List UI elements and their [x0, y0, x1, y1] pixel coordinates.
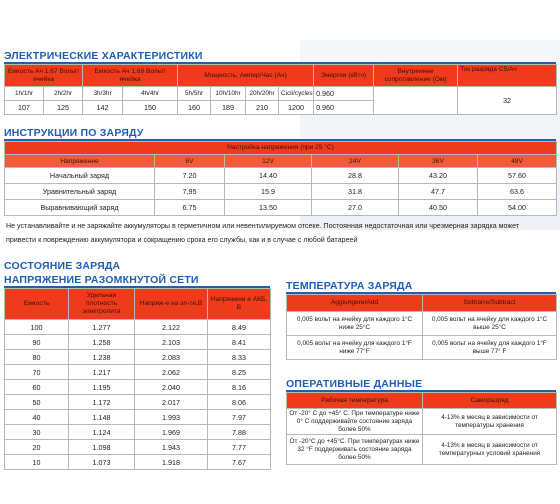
value-cell: 107	[5, 101, 44, 115]
charge-cell: 40.50	[399, 200, 478, 216]
state-cell: 1.993	[135, 410, 208, 425]
table-row	[5, 380, 271, 395]
state-cell: 1.148	[69, 410, 135, 425]
state-cell: 1.073	[69, 455, 135, 470]
subheader-cell: 4h/4hr	[123, 87, 178, 101]
charge-cell: 14.40	[225, 168, 312, 184]
state-cell: 7.77	[208, 440, 271, 455]
header-capacity-167: Емкость Ач 1,67 Вольт/ячейка	[5, 65, 83, 87]
table-row	[5, 365, 271, 380]
state-header-battery-voltage: Напряжени е АКБ, В	[208, 289, 271, 320]
charge-cell: 57.60	[478, 168, 557, 184]
value-cell: 142	[83, 101, 123, 115]
state-cell: 2.122	[135, 320, 208, 335]
state-cell: 100	[5, 320, 69, 335]
state-cell: 60	[5, 380, 69, 395]
state-cell: 1.172	[69, 395, 135, 410]
value-cell: 160	[178, 101, 211, 115]
state-cell: 1.124	[69, 425, 135, 440]
temperature-table	[286, 294, 557, 360]
state-cell: 2.040	[135, 380, 208, 395]
state-cell: 40	[5, 410, 69, 425]
charge-col-6v: 6V	[155, 155, 225, 168]
state-cell: 8.33	[208, 350, 271, 365]
table-row	[5, 410, 271, 425]
operating-cell: 4-13% в месяц в зависимости от температуры хранения	[423, 409, 557, 435]
table-row	[287, 409, 557, 435]
charge-table	[4, 141, 557, 216]
table-row	[287, 312, 557, 336]
charge-row-label: Начальный заряд	[5, 168, 155, 184]
state-cell: 7.97	[208, 410, 271, 425]
table-row	[5, 425, 271, 440]
subheader-cell: 10h/10hr	[211, 87, 246, 101]
charge-cell: 15.9	[225, 184, 312, 200]
charge-note-line2: привести к повреждению аккумулятора и сокращению срока его службы, как и в случае с любой батареей	[6, 236, 358, 244]
state-cell: 1.258	[69, 335, 135, 350]
electrical-table	[4, 64, 557, 115]
state-cell: 7.67	[208, 455, 271, 470]
resistance-value	[374, 87, 458, 115]
state-cell: 2.083	[135, 350, 208, 365]
table-row	[287, 336, 557, 360]
header-resistance: Внутреннее сопротивление (Ом)	[374, 65, 458, 87]
charge-cell: 54.00	[478, 200, 557, 216]
charge-cell: 7,95	[155, 184, 225, 200]
charge-cell: 7.20	[155, 168, 225, 184]
table-row	[5, 320, 271, 335]
header-energy: Энергия (кВтч)	[314, 65, 374, 87]
charge-row-label: Выравнивающий заряд	[5, 200, 155, 216]
state-table	[4, 288, 271, 470]
electrical-title: ЭЛЕКТРИЧЕСКИЕ ХАРАКТЕРИСТИКИ	[4, 50, 203, 62]
charge-cell: 28.8	[312, 168, 399, 184]
charge-col-36v: 36V	[399, 155, 478, 168]
state-cell: 30	[5, 425, 69, 440]
state-header-cell-voltage: Напряж-е на эл-те,В	[135, 289, 208, 320]
charge-cell: 47.7	[399, 184, 478, 200]
charge-cell: 31.8	[312, 184, 399, 200]
state-cell: 1.943	[135, 440, 208, 455]
state-cell: 8.06	[208, 395, 271, 410]
value-cell: 1200	[279, 101, 314, 115]
operating-title: ОПЕРАТИВНЫЕ ДАННЫЕ	[286, 378, 423, 390]
header-discharge-current: Ток разряда С5/Ач	[458, 65, 557, 87]
charge-cell: 63.6	[478, 184, 557, 200]
state-cell: 8.49	[208, 320, 271, 335]
temperature-cell: 0,005 вольт на ячейку для каждого 1°С ниже 25°С	[287, 312, 423, 336]
header-power: Мощность, Ампер/Час (Ач)	[178, 65, 314, 87]
value-cell: 189	[211, 101, 246, 115]
state-cell: 1.969	[135, 425, 208, 440]
state-cell: 8.41	[208, 335, 271, 350]
value-cell: 125	[44, 101, 83, 115]
charge-col-24v: 24V	[312, 155, 399, 168]
charge-col-12v: 12V	[225, 155, 312, 168]
charge-cell: 43.20	[399, 168, 478, 184]
state-cell: 10	[5, 455, 69, 470]
subheader-cell: 20h/20hr	[246, 87, 279, 101]
operating-cell: 4-13% в месяц в зависимости от температурных условий хранения	[423, 435, 557, 465]
state-cell: 50	[5, 395, 69, 410]
state-cell: 7.88	[208, 425, 271, 440]
operating-cell: От -20° С до +45° С. При температуре ниже 0° С поддерживайте состояние заряда более 50%	[287, 409, 423, 435]
charge-cell: 6.75	[155, 200, 225, 216]
table-row	[5, 455, 271, 470]
state-cell: 1.098	[69, 440, 135, 455]
charge-title: ИНСТРУКЦИИ ПО ЗАРЯДУ	[4, 127, 144, 139]
state-header-capacity: Емкость	[5, 289, 69, 320]
state-cell: 90	[5, 335, 69, 350]
energy-bottom-value: 0.960	[314, 101, 374, 115]
charge-cell: 27.0	[312, 200, 399, 216]
subheader-cell: 2h/2hr	[44, 87, 83, 101]
charge-col-voltage: Напряжение	[5, 155, 155, 168]
table-row	[5, 440, 271, 455]
temperature-header-add: Aggiungere/Add	[287, 295, 423, 312]
energy-top-value: 0.960	[314, 87, 374, 101]
state-cell: 1.217	[69, 365, 135, 380]
charge-row-label: Уравнительный заряд	[5, 184, 155, 200]
state-cell: 2.017	[135, 395, 208, 410]
value-cell: 210	[246, 101, 279, 115]
state-cell: 2.062	[135, 365, 208, 380]
temperature-cell: 0,005 вольт на ячейку для каждого 1°С выше 25°С	[423, 312, 557, 336]
state-cell: 8.16	[208, 380, 271, 395]
subheader-cell: Cicli/cycles	[279, 87, 314, 101]
state-cell: 1.918	[135, 455, 208, 470]
state-cell: 20	[5, 440, 69, 455]
state-cell: 80	[5, 350, 69, 365]
subheader-cell: 3h/3hr	[83, 87, 123, 101]
state-cell: 8.25	[208, 365, 271, 380]
state-cell: 70	[5, 365, 69, 380]
state-header-density: Удельная плотность электролита	[69, 289, 135, 320]
state-cell: 1.238	[69, 350, 135, 365]
subheader-cell: 5h/5hr	[178, 87, 211, 101]
state-cell: 2.103	[135, 335, 208, 350]
operating-header-self-discharge: Саморазряд	[423, 393, 557, 409]
table-row	[5, 335, 271, 350]
temperature-header-subtract: Sottrarre/Subtract	[423, 295, 557, 312]
operating-cell: От -20°С до +45°С. При температурах ниже 32 °F поддерживать состояние заряда более 50%	[287, 435, 423, 465]
charge-col-48v: 48V	[478, 155, 557, 168]
state-subtitle: НАПРЯЖЕНИЕ РАЗОМКНУТОЙ СЕТИ	[4, 274, 199, 286]
temperature-cell: 0,005 вольт на ячейку для каждого 1°F ниже 77°F	[287, 336, 423, 360]
subheader-cell: 1h/1hr	[5, 87, 44, 101]
table-row	[5, 350, 271, 365]
charge-note-line1: Не устанавливайте и не заряжайте аккумуляторы в герметичном или невентилируемом отсеке. Постоянная недостаточная или чрезмерная зарядка может	[6, 222, 520, 230]
charge-cell: 13.50	[225, 200, 312, 216]
operating-table	[286, 392, 557, 465]
charge-setting-header: Настройка напряжения (при 25 °С)	[5, 142, 557, 155]
state-cell: 1.277	[69, 320, 135, 335]
discharge-value: 32	[458, 87, 557, 115]
temperature-cell: 0,005 вольт на ячейку для каждого 1°F выше 77° F	[423, 336, 557, 360]
temperature-title: ТЕМПЕРАТУРА ЗАРЯДА	[286, 280, 413, 292]
state-cell: 1.195	[69, 380, 135, 395]
operating-header-temperature: Рабочая температура	[287, 393, 423, 409]
table-row	[5, 395, 271, 410]
table-row	[287, 435, 557, 465]
state-title: СОСТОЯНИЕ ЗАРЯДА	[4, 260, 121, 272]
header-capacity-169: Емкость Ач 1,69 Вольт/ячейка	[83, 65, 178, 87]
value-cell: 150	[123, 101, 178, 115]
